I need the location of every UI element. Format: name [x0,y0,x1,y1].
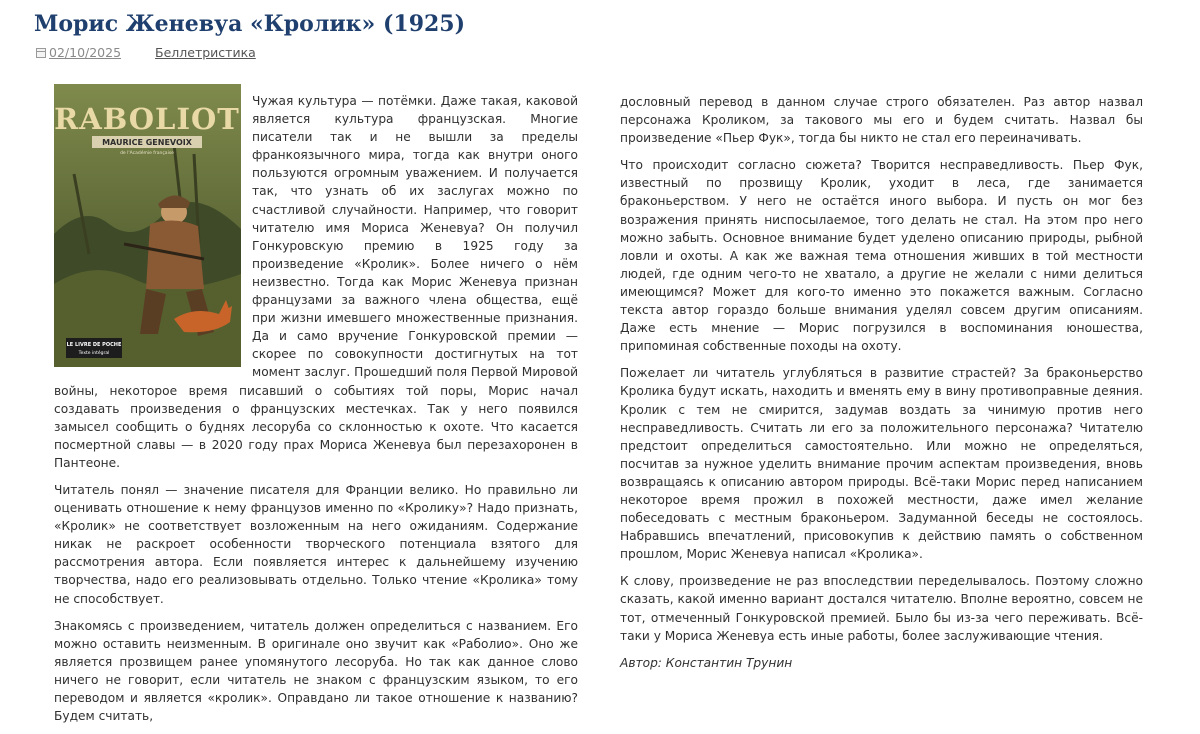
paragraph: Знакомясь с произведением, читатель должен определиться с названием. Его можно оставить неизменным. В оригинале оно звучит как «Раболио». Оно же является прозвищем ранее упомянутого лесоруба. Но так как данное слово ничего не говорит, если читатель не знаком с французским языком, то его переводом и является «кролик». Оправдано ли такое отношение к названию? Будем считать, [54,618,578,724]
paragraph: Пожелает ли читатель углубляться в развитие страстей? За браконьерство Кролика будут искать, находить и вменять ему в вину противоправные деяния. Кролик с тем не смирится, задумав воздать за чинимую против него несправедливость. Считать ли его за положительного персонажа? Читателю предстоит определиться самостоятельно. Или можно не определяться, посчитав за нужное уделить внимание прочим аспектам произведения, вновь возвращаясь к описанию автором природы. Всё-таки Морис перед написанием некоторое время прожил в похожей местности, даже имел желание побеседовать с местным браконьером. Задуманной беседы не состоялось. Набравшись впечатлений, присовокупив к действию память о собственном прошлом, Морис Женевуа написал «Кролика». [620,366,1143,562]
article-body-right [620,93,1143,681]
article-author: Автор: Константин Трунин [620,655,793,670]
calendar-icon [36,48,46,58]
paragraph: Что происходит согласно сюжета? Творится несправедливость. Пьер Фук, известный по прозвищу Кролик, уходит в леса, где занимается браконьерством. У него не остаётся иного выбора. И пусть он мог без возражения принять ниспосылаемое, того делать не стал. На этом про него можно забыть. Основное внимание будет уделено описанию природы, рыбной ловли и охоты. А как же важная тема отношения живших в той местности людей, где одним чего-то не хватало, а другие не желали с ними делиться имеющимся? Может для кого-то именно это покажется важным. Согласно текста автор гораздо больше внимания уделял совсем другим описаниям. Даже есть мнение — Морис погрузился в воспоминания юношества, припоминая собственные походы на охоту. [620,158,1143,354]
cover-title: RABOLIOT [54,102,240,136]
paragraph: К слову, произведение не раз впоследствии переделывалось. Поэтому сложно сказать, какой именно вариант достался читателю. Вполне вероятно, совсем не тот, отмеченный Гонкуровской премией. Было бы из-за чего переживать. Всё-таки у Мориса Женевуа есть иные работы, более заслуживающие чтения. [620,574,1143,643]
paragraph: дословный перевод в данном случае строго обязателен. Раз автор назвал персонажа Кроликом, за такового мы его и будем считать. Назвал бы произведение «Пьер Фук», тогда бы никто не стал его переиначивать. [620,95,1143,146]
cover-badge-line2: Texte intégral [78,351,110,356]
cover-float-spacer [54,92,252,380]
cover-subtitle: de l'Académie française [120,151,174,156]
cover-author: MAURICE GENEVOIX [102,138,192,147]
cover-badge-line1: LE LIVRE DE POCHE [66,342,122,348]
publish-date-link[interactable]: 02/10/2025 [49,45,122,60]
paragraph: Чужая культура — потёмки. Даже такая, каковой является культура французская. Многие писатели так и не вышли за пределы франкоязычного мира, тогда как внутри оного пользуются огромным уважением. И получается так, что узнать об их заслугах можно по счастливой случайности. Например, что говорит читателю имя Мориса Женевуа? Он получил Гонкуровскую премию в 1925 году за произведение «Кролик». Более ничего о нём неизвестно. Тогда как Морис Женевуа признан французами за важного члена общества, ещё при жизни имевшего множественные признания. Да и само вручение Гонкуровской премии — скорее по совокупности достигнутых на тот момент заслуг. Прошедший поля Первой Мировой войны, некоторое время писавший о событиях той поры, Морис начал создавать произведения о французских местечках. Так у него появился замысел сообщить о буднях лесоруба со склонностью к охоте. Что касается посмертной славы — в 2020 году прах Мориса Женевуа был перезахоронен в Пантеоне. [54,94,578,470]
article-title[interactable]: Морис Женевуа «Кролик» (1925) [34,11,466,37]
article-meta [36,44,256,62]
paragraph: Читатель понял — значение писателя для Франции велико. Но правильно ли оценивать отношение к нему французов именно по «Кролику»? Надо признать, «Кролик» не соответствует возложенным на него ожиданиям. Содержание никак не раскроет особенности творческого потенциала взятого для рассмотрения автора. Если появляется интерес к дальнейшему изучению творчества, надо его реализовывать отдельно. Только чтение «Кролика» тому не способствует. [54,482,578,606]
article-body-left [54,92,578,734]
category-link[interactable]: Беллетристика [155,45,256,60]
